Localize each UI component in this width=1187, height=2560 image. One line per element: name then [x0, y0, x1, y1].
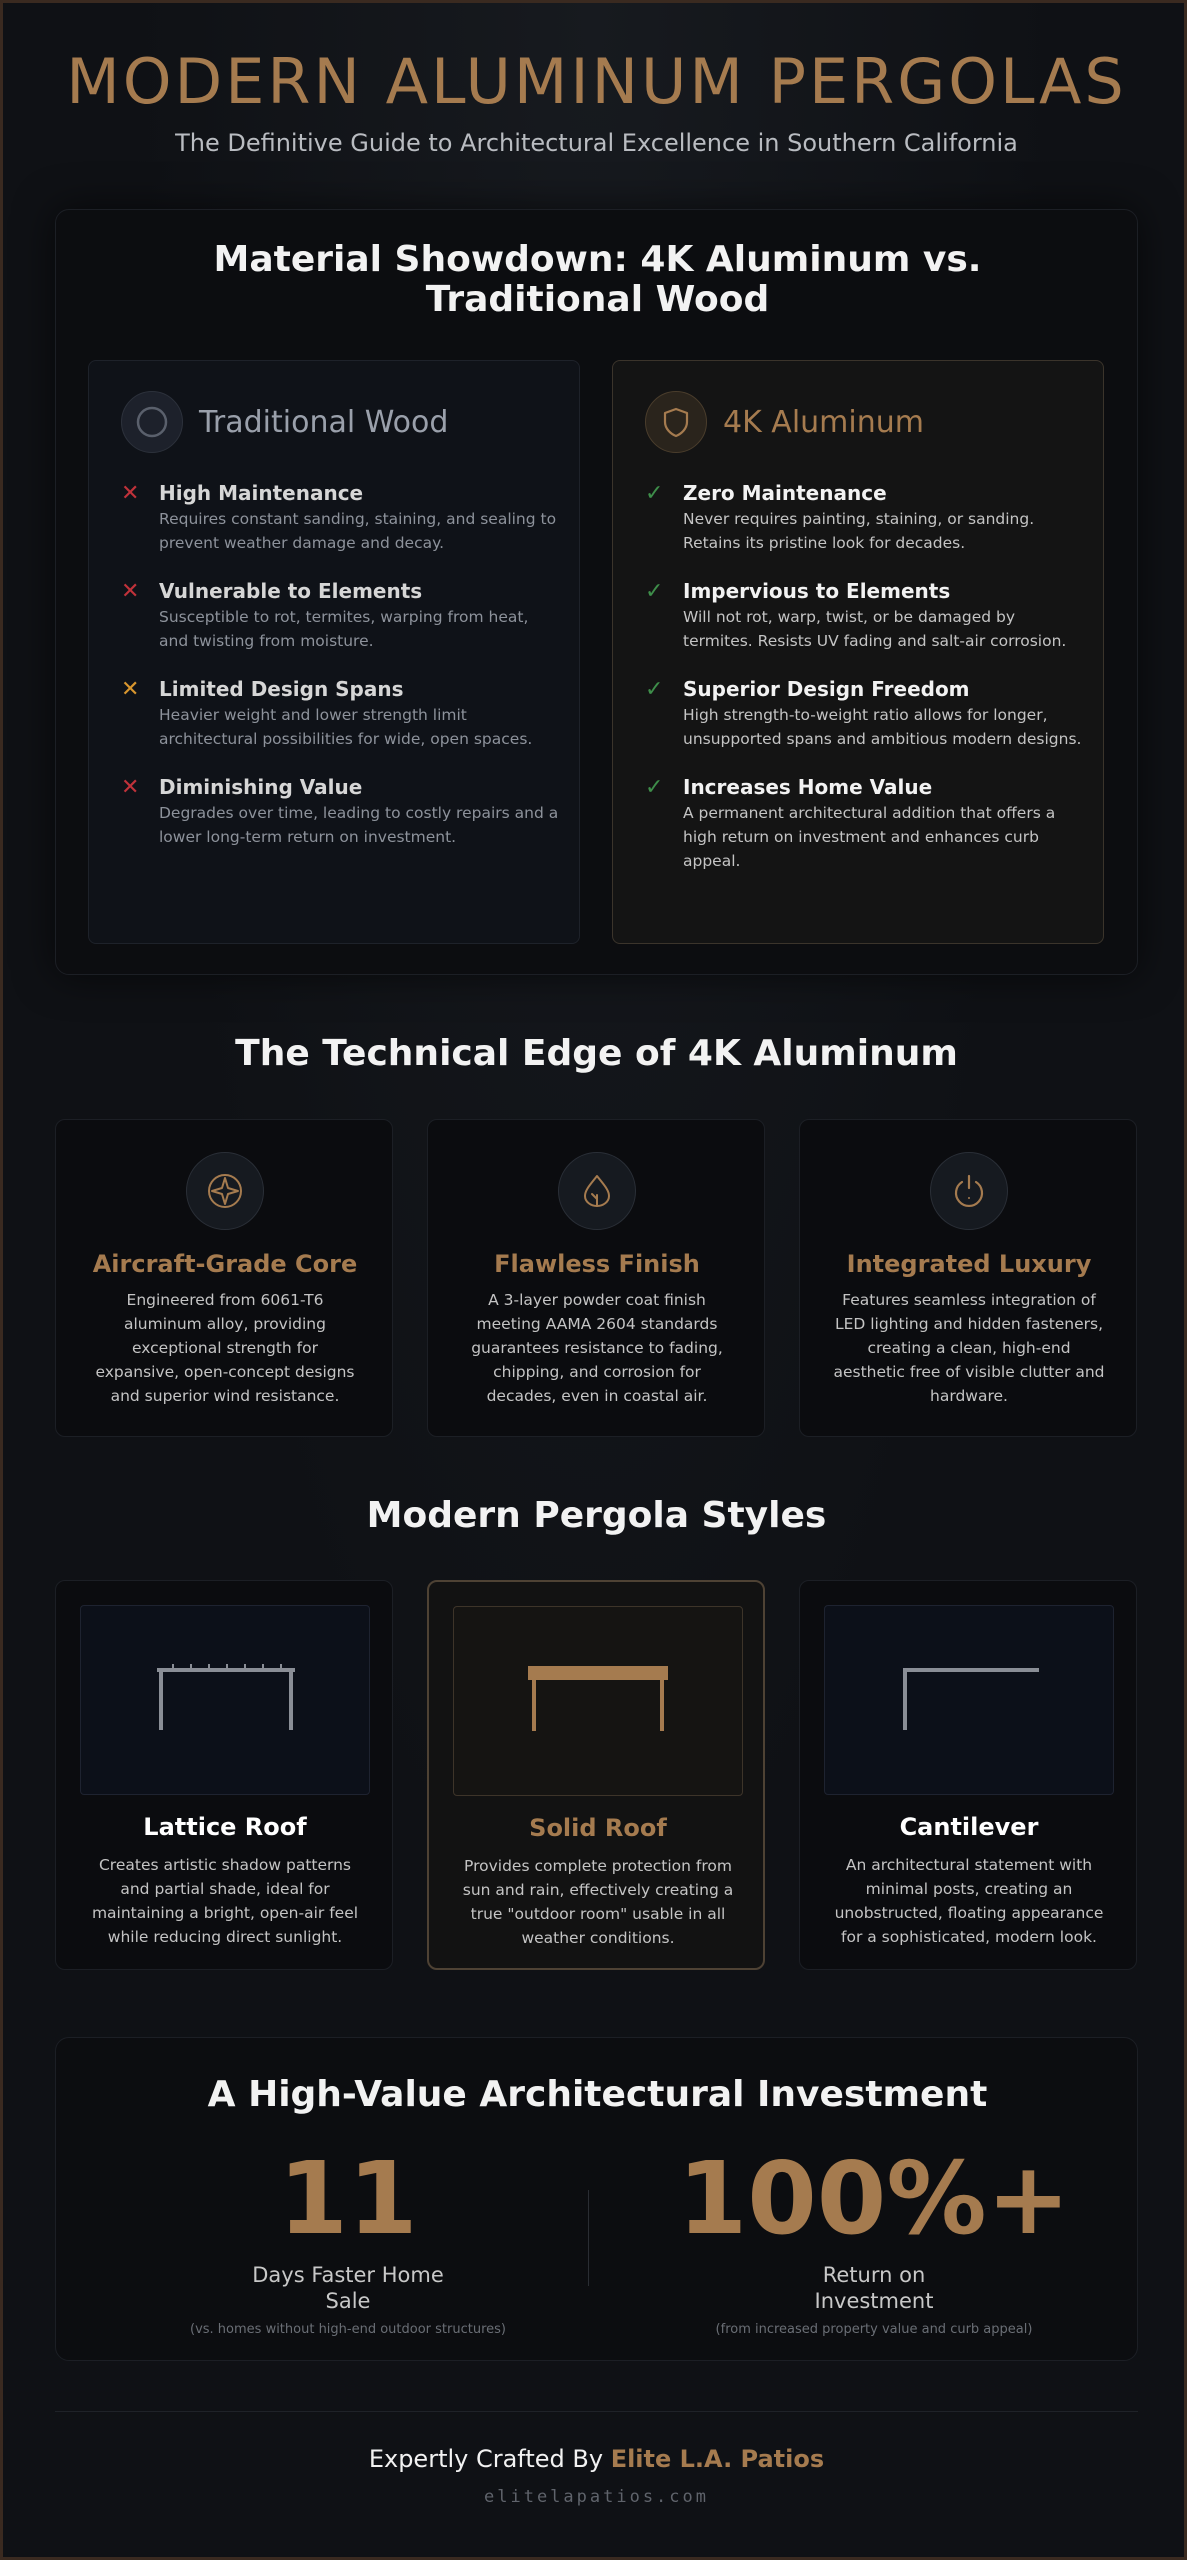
item-desc: Degrades over time, leading to costly repairs and a lower long-term return on investment. [159, 804, 559, 846]
list-item [645, 481, 1085, 555]
list-item [121, 481, 561, 555]
card-desc: Creates artistic shadow patterns and partial shade, ideal for maintaining a bright, open-air feel while reducing direct sunlight. [91, 1856, 359, 1946]
stat-value: 100%+ [677, 2140, 1071, 2257]
showdown-title: Material Showdown: 4K Aluminum vs. Traditional Wood [213, 239, 982, 320]
aluminum-header [645, 391, 924, 453]
check-icon: ✓ [645, 775, 664, 800]
lattice-pergola-illustration [80, 1605, 370, 1795]
list-item [121, 677, 561, 751]
investment-title: A High-Value Architectural Investment [207, 2074, 988, 2115]
check-icon: ✓ [645, 579, 664, 604]
item-desc: Heavier weight and lower strength limit architectural possibilities for wide, open spaces. [159, 706, 533, 748]
item-desc: Never requires painting, staining, or sanding. Retains its pristine look for decades. [683, 510, 1035, 552]
tech-card-integrated-luxury [799, 1119, 1137, 1437]
item-title: Limited Design Spans [159, 677, 404, 701]
technical-title: The Technical Edge of 4K Aluminum [235, 1033, 958, 1074]
item-desc: Susceptible to rot, termites, warping from heat, and twisting from moisture. [159, 608, 529, 650]
card-desc: A 3-layer powder coat finish meeting AAMA 2604 standards guarantees resistance to fading, chipping, and corrosion for decades, even in coastal air. [471, 1291, 723, 1405]
style-card-cantilever[interactable] [799, 1580, 1137, 1970]
item-title: Impervious to Elements [683, 579, 951, 603]
item-title: High Maintenance [159, 481, 364, 505]
aluminum-title: 4K Aluminum [723, 404, 924, 440]
x-icon: ✕ [121, 677, 140, 702]
wood-title: Traditional Wood [199, 404, 449, 440]
stat-value: 11 [278, 2140, 418, 2257]
footer-url[interactable]: elitelapatios.com [484, 2487, 709, 2507]
x-icon: ✕ [121, 481, 140, 506]
footer-credit [3, 2445, 1187, 2473]
list-item [645, 775, 1085, 873]
shield-icon [645, 391, 707, 453]
item-title: Vulnerable to Elements [159, 579, 423, 603]
card-title: Lattice Roof [143, 1813, 307, 1841]
stat-label: Days Faster Home Sale [252, 2263, 444, 2313]
card-desc: An architectural statement with minimal posts, creating an unobstructed, floating appearance for a sophisticated, modern look. [834, 1856, 1104, 1946]
circle-icon [121, 391, 183, 453]
check-icon: ✓ [645, 481, 664, 506]
list-item [645, 579, 1085, 653]
styles-title: Modern Pergola Styles [366, 1495, 827, 1536]
x-icon: ✕ [121, 775, 140, 800]
aluminum-column [612, 360, 1104, 944]
investment-section [55, 2037, 1138, 2361]
x-icon: ✕ [121, 579, 140, 604]
card-title: Flawless Finish [494, 1250, 700, 1278]
wood-column [88, 360, 580, 944]
tech-card-aircraft-grade [55, 1119, 393, 1437]
stat-roi [634, 2140, 1114, 2337]
style-card-lattice-roof[interactable] [55, 1580, 393, 1970]
footer-divider [55, 2411, 1138, 2412]
wood-header [121, 391, 448, 453]
wood-items [121, 481, 561, 873]
power-icon [930, 1152, 1008, 1230]
check-icon: ✓ [645, 677, 664, 702]
page-subtitle: The Definitive Guide to Architectural Excellence in Southern California [175, 129, 1018, 157]
footer-prefix: Expertly Crafted By [368, 2445, 604, 2473]
item-desc: High strength-to-weight ratio allows for longer, unsupported spans and ambitious modern designs. [683, 706, 1082, 748]
stat-label: Return on Investment [814, 2263, 934, 2313]
stat-days-faster [108, 2140, 588, 2337]
stat-note: (vs. homes without high-end outdoor structures) [190, 2322, 506, 2337]
page-title: MODERN ALUMINUM PERGOLAS [66, 45, 1127, 118]
aluminum-items [645, 481, 1085, 897]
item-desc: A permanent architectural addition that offers a high return on investment and enhances curb appeal. [683, 804, 1056, 870]
solid-roof-pergola-illustration [453, 1606, 743, 1796]
list-item [121, 775, 561, 849]
tech-card-flawless-finish [427, 1119, 765, 1437]
footer-brand[interactable]: Elite L.A. Patios [610, 2445, 825, 2473]
style-card-solid-roof[interactable] [427, 1580, 765, 1970]
card-title: Solid Roof [529, 1814, 667, 1842]
compass-star-icon [186, 1152, 264, 1230]
card-desc: Provides complete protection from sun and rain, effectively creating a true "outdoor room" usable in all weather conditions. [462, 1857, 734, 1947]
card-title: Cantilever [899, 1813, 1039, 1841]
item-title: Superior Design Freedom [683, 677, 970, 701]
card-desc: Engineered from 6061-T6 aluminum alloy, providing exceptional strength for expansive, open-concept designs and superior wind resistance. [95, 1291, 355, 1405]
stat-divider [588, 2190, 589, 2286]
item-desc: Requires constant sanding, staining, and sealing to prevent weather damage and decay. [159, 510, 557, 552]
item-title: Increases Home Value [683, 775, 933, 799]
droplet-leaf-icon [558, 1152, 636, 1230]
card-title: Integrated Luxury [846, 1250, 1092, 1278]
item-title: Diminishing Value [159, 775, 363, 799]
stat-note: (from increased property value and curb appeal) [715, 2322, 1033, 2337]
item-title: Zero Maintenance [683, 481, 887, 505]
card-title: Aircraft-Grade Core [92, 1250, 358, 1278]
material-showdown-section [55, 209, 1138, 975]
card-desc: Features seamless integration of LED lighting and hidden fasteners, creating a clean, high-end aesthetic free of visible clutter and hardware. [833, 1291, 1105, 1405]
list-item [645, 677, 1085, 751]
cantilever-pergola-illustration [824, 1605, 1114, 1795]
item-desc: Will not rot, warp, twist, or be damaged by termites. Resists UV fading and salt-air corrosion. [683, 608, 1067, 650]
list-item [121, 579, 561, 653]
